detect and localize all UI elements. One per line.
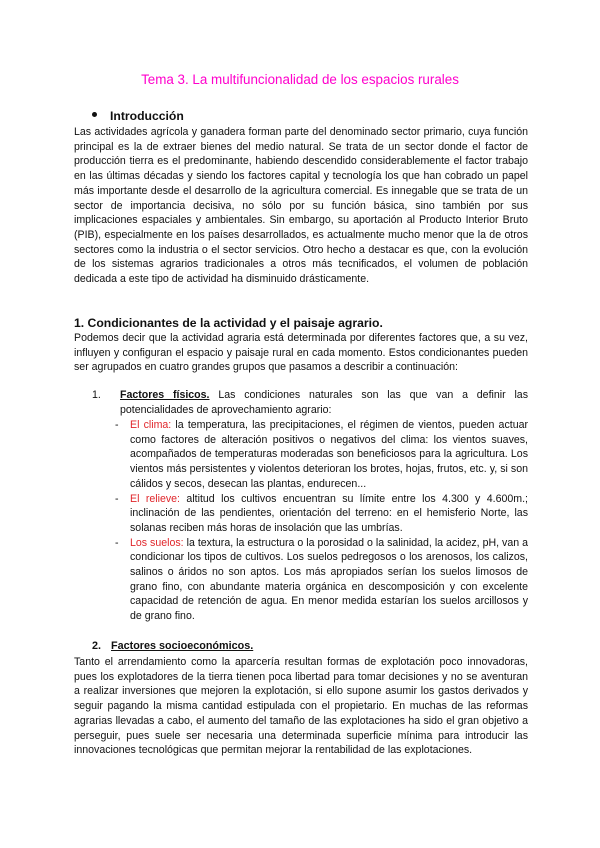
factores-fisicos-body [120, 388, 528, 417]
suelos-label: Los suelos: [130, 536, 184, 549]
intro-heading [92, 109, 184, 123]
relieve-label: El relieve: [130, 492, 180, 505]
clima-label: El clima: [130, 419, 172, 431]
relieve-text: altitud los cultivos encuentran su límite entre los 4.300 y 4.600m.; inclinación de las pendientes, orientación del terreno: en el hemisferio Norte, las solanas reciben más horas de insolación que las umbrías. [130, 492, 528, 534]
list-item-relieve [115, 492, 528, 536]
bullet-icon [92, 112, 97, 117]
list-item-suelos [115, 536, 528, 624]
suelos-text: la textura, la estructura o la porosidad o la salinidad, la acidez, pH, van a condicionar los tipos de cultivos. Los suelos pedregosos o los arenosos, los calizos, salinos o áridos no son aptos. Los más apropiados serían los suelos limosos de grano fino, con abundante materia orgánica en descomposición y con excelente capacidad de retención de agua. En menor medida estarían los suelos arcillosos y de grano fino. [130, 536, 528, 623]
page-title: Tema 3. La multifuncionalidad de los espacios rurales [141, 72, 459, 87]
dash-marker: - [115, 536, 119, 549]
factores-socioeconomicos-heading [92, 640, 253, 652]
intro-heading-text: Introducción [110, 109, 184, 123]
section1-paragraph: Podemos decir que la actividad agraria está determinada por diferentes factores que, a su vez, influyen y configuran el espacio y paisaje rural en cada momento. Estos condicionantes pueden ser agrupados en cuatro grandes grupos que pasamos a describir a continuación: [74, 332, 528, 374]
dash-marker: - [115, 492, 119, 505]
intro-paragraph: Las actividades agrícola y ganadera forman parte del denominado sector primario, cuya función principal es la de extraer bienes del medio natural. Se trata de un sector donde el factor de producción tierra es el predominante, habiendo descendido considerablemente el factor trabajo en las últimas décadas y siendo los factores capital y tecnología los que han cobrado un papel más importante desde el desarrollo de la agricultura comercial. Es innegable que se trata de un sector de importancia decisiva, no sólo por su función básica, sino también por sus implicaciones espaciales y ambientales. Sin embargo, su aportación al Producto Interior Bruto (PIB), especialmente en los países desarrollados, es actualmente mucho menor que la de otros sectores como la industria o el sector servicios. Otro hecho a destacar es que, con la evolución de los sistemas agrarios tradicionales a otros más tecnificados, el volumen de población dedicada a este tipo de actividad ha disminuido drásticamente. [74, 126, 528, 286]
list-number: 2. [92, 640, 102, 652]
list-number: 1. [92, 389, 101, 401]
factores-fisicos-subitems [115, 418, 529, 624]
dash-marker: - [115, 419, 119, 431]
clima-text: la temperatura, las precipitaciones, el régimen de vientos, pueden actuar como factores de alteración positivos o negativos del clima: los vientos suaves, acompañados de temperaturas moderadas son beneficiosos para la agricultura. Los vientos más persistentes y violentos deterioran los brotes, hojas, frutos, etc. y, si son cálidos y secos, desecan las plantas, endurecen... [130, 419, 529, 490]
section1-heading: 1. Condicionantes de la actividad y el paisaje agrario. [74, 316, 383, 330]
factores-fisicos-item [92, 388, 528, 417]
factores-socioeconomicos-label: Factores socioeconómicos. [111, 640, 254, 652]
list-item-clima [115, 418, 529, 492]
factores-socioeconomicos-paragraph: Tanto el arrendamiento como la aparcería resultan formas de explotación poco innovadoras, pues los explotadores de la tierra tienen poca libertad para tomar decisiones y no se aventuran a realizar inversiones que mejoren la explotación, si ello supone asumir los gastos derivados y seguir pagando la misma cantidad estipulada con el propietario. En muchas de las reformas agrarias llevadas a cabo, el aumento del tamaño de las explotaciones ha sido el gran objetivo a perseguir, pues suele ser necesaria una determinada superficie mínima para introducir las innovaciones tecnológicas que permitan mejorar la rentabilidad de las explotaciones. [74, 656, 528, 757]
factores-fisicos-label: Factores físicos. [120, 389, 210, 401]
factores-fisicos-text: Las condiciones naturales son las que van a definir las potencialidades de aprovechamiento agrario: [120, 389, 528, 416]
